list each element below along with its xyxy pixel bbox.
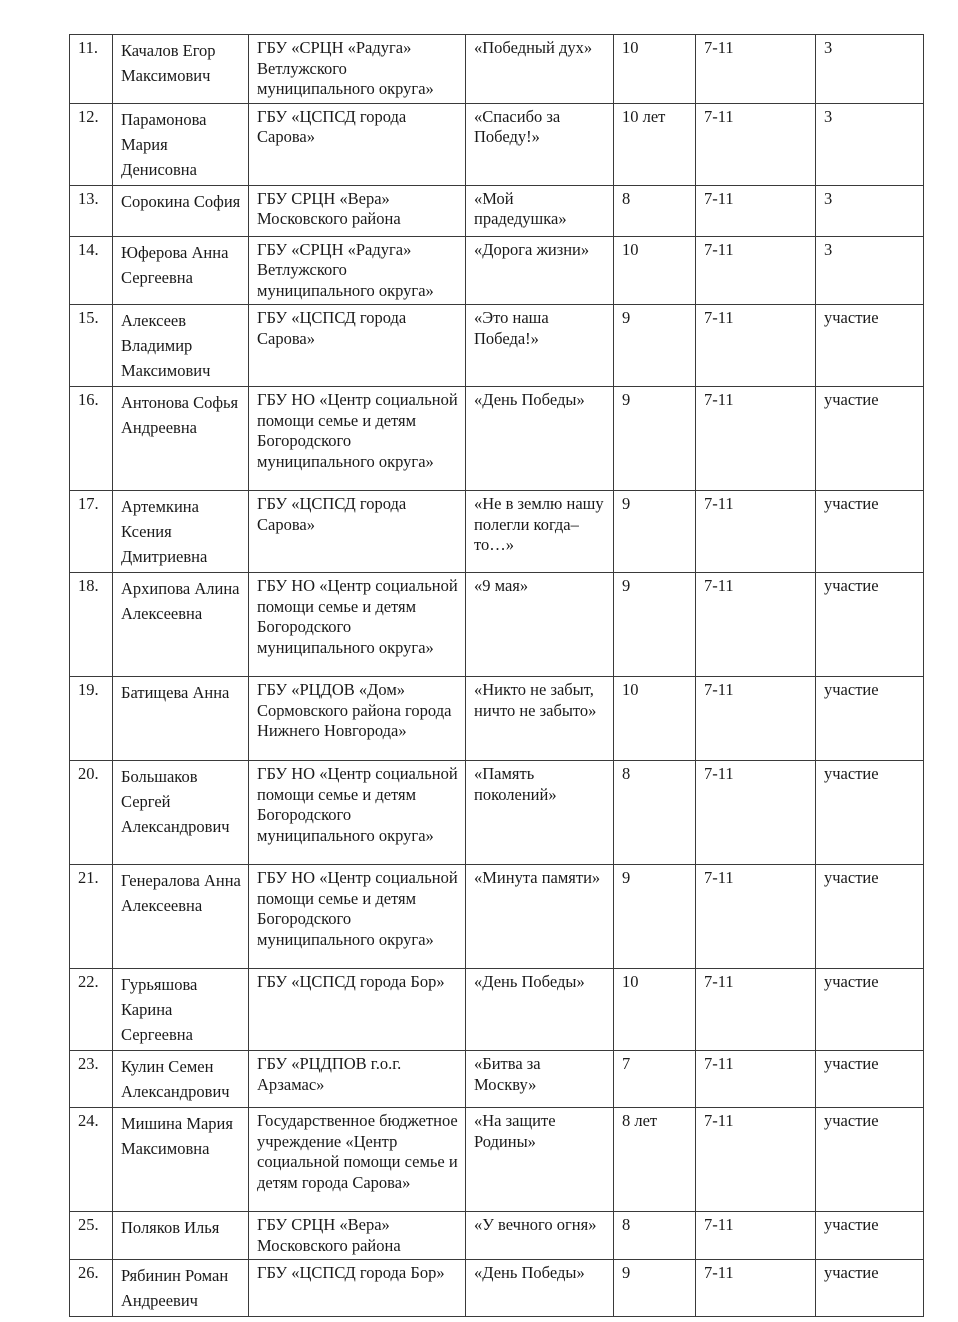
participants-table [69,34,924,1317]
work-title: «Не в землю нашу полегли когда–то…» [466,491,614,573]
age-group: 7-11 [696,387,816,491]
row-number: 18. [70,573,113,677]
participant-age: 8 [614,185,696,236]
table-row [70,387,924,491]
table-row [70,491,924,573]
participant-name: Алексеев Владимир Максимович [113,305,249,387]
work-title: «Спасибо за Победу!» [466,103,614,185]
table-row [70,1212,924,1260]
participant-age: 9 [614,387,696,491]
result-place: участие [816,1051,924,1108]
result-place: 3 [816,103,924,185]
result-place: 3 [816,185,924,236]
organization: Государственное бюджетное учреждение «Центр социальной помощи семье и детям города Сарова» [249,1108,466,1212]
age-group: 7-11 [696,1212,816,1260]
result-place: участие [816,969,924,1051]
participant-name: Мишина Мария Максимовна [113,1108,249,1212]
participant-age: 8 [614,761,696,865]
result-place: участие [816,761,924,865]
age-group: 7-11 [696,865,816,969]
table-row [70,1051,924,1108]
work-title: «День Победы» [466,387,614,491]
participant-age: 9 [614,305,696,387]
row-number: 12. [70,103,113,185]
work-title: «Победный дух» [466,35,614,104]
participant-age: 9 [614,1260,696,1317]
row-number: 25. [70,1212,113,1260]
row-number: 16. [70,387,113,491]
row-number: 24. [70,1108,113,1212]
organization: ГБУ «ЦСПСД города Бор» [249,969,466,1051]
result-place: участие [816,305,924,387]
work-title: «У вечного огня» [466,1212,614,1260]
work-title: «Мой прадедушка» [466,185,614,236]
table-row [70,103,924,185]
table-row [70,969,924,1051]
organization: ГБУ НО «Центр социальной помощи семье и детям Богородского муниципального округа» [249,865,466,969]
table-row [70,865,924,969]
participant-name: Поляков Илья [113,1212,249,1260]
participant-name: Качалов Егор Максимович [113,35,249,104]
participant-name: Генералова Анна Алексеевна [113,865,249,969]
row-number: 20. [70,761,113,865]
participant-age: 10 [614,35,696,104]
row-number: 26. [70,1260,113,1317]
result-place: участие [816,491,924,573]
participant-name: Батищева Анна [113,677,249,761]
result-place: участие [816,677,924,761]
row-number: 14. [70,236,113,305]
participant-name: Архипова Алина Алексеевна [113,573,249,677]
table-row [70,677,924,761]
participant-name: Рябинин Роман Андреевич [113,1260,249,1317]
participant-age: 10 [614,969,696,1051]
work-title: «Минута памяти» [466,865,614,969]
result-place: участие [816,1108,924,1212]
result-place: участие [816,1212,924,1260]
age-group: 7-11 [696,305,816,387]
organization: ГБУ «ЦСПСД города Сарова» [249,305,466,387]
table-row [70,1108,924,1212]
result-place: участие [816,387,924,491]
participant-age: 9 [614,865,696,969]
row-number: 15. [70,305,113,387]
table-row [70,236,924,305]
result-place: 3 [816,236,924,305]
participant-name: Антонова Софья Андреевна [113,387,249,491]
result-place: участие [816,573,924,677]
table-row [70,1260,924,1317]
work-title: «На защите Родины» [466,1108,614,1212]
work-title: «День Победы» [466,1260,614,1317]
participant-age: 10 [614,677,696,761]
participant-name: Сорокина София [113,185,249,236]
organization: ГБУ НО «Центр социальной помощи семье и детям Богородского муниципального округа» [249,761,466,865]
participant-name: Парамонова Мария Денисовна [113,103,249,185]
table-row [70,305,924,387]
age-group: 7-11 [696,677,816,761]
work-title: «День Победы» [466,969,614,1051]
organization: ГБУ «ЦСПСД города Сарова» [249,103,466,185]
row-number: 11. [70,35,113,104]
work-title: «Битва за Москву» [466,1051,614,1108]
participant-name: Артемкина Ксения Дмитриевна [113,491,249,573]
age-group: 7-11 [696,35,816,104]
age-group: 7-11 [696,573,816,677]
organization: ГБУ НО «Центр социальной помощи семье и детям Богородского муниципального округа» [249,387,466,491]
participant-age: 8 лет [614,1108,696,1212]
age-group: 7-11 [696,236,816,305]
table-row [70,761,924,865]
age-group: 7-11 [696,103,816,185]
work-title: «Это наша Победа!» [466,305,614,387]
age-group: 7-11 [696,491,816,573]
result-place: участие [816,1260,924,1317]
row-number: 23. [70,1051,113,1108]
organization: ГБУ СРЦН «Вера» Московского района [249,185,466,236]
participant-age: 7 [614,1051,696,1108]
participant-name: Гурьяшова Карина Сергеевна [113,969,249,1051]
age-group: 7-11 [696,1108,816,1212]
work-title: «Дорога жизни» [466,236,614,305]
age-group: 7-11 [696,761,816,865]
participant-age: 8 [614,1212,696,1260]
organization: ГБУ НО «Центр социальной помощи семье и детям Богородского муниципального округа» [249,573,466,677]
age-group: 7-11 [696,1051,816,1108]
organization: ГБУ «СРЦН «Радуга» Ветлужского муниципального округа» [249,236,466,305]
work-title: «Память поколений» [466,761,614,865]
participant-name: Большаков Сергей Александрович [113,761,249,865]
row-number: 13. [70,185,113,236]
row-number: 17. [70,491,113,573]
row-number: 21. [70,865,113,969]
participant-age: 9 [614,573,696,677]
row-number: 19. [70,677,113,761]
organization: ГБУ «ЦСПСД города Сарова» [249,491,466,573]
organization: ГБУ «РЦДОВ «Дом» Сормовского района города Нижнего Новгорода» [249,677,466,761]
age-group: 7-11 [696,969,816,1051]
row-number: 22. [70,969,113,1051]
organization: ГБУ «ЦСПСД города Бор» [249,1260,466,1317]
result-place: участие [816,865,924,969]
participant-age: 10 [614,236,696,305]
participant-age: 10 лет [614,103,696,185]
result-place: 3 [816,35,924,104]
age-group: 7-11 [696,185,816,236]
participant-age: 9 [614,491,696,573]
participant-name: Кулин Семен Александрович [113,1051,249,1108]
organization: ГБУ «РЦДПОВ г.о.г. Арзамас» [249,1051,466,1108]
work-title: «Никто не забыт, ничто не забыто» [466,677,614,761]
participant-name: Юферова Анна Сергеевна [113,236,249,305]
table-row [70,35,924,104]
table-row [70,573,924,677]
organization: ГБУ «СРЦН «Радуга» Ветлужского муниципального округа» [249,35,466,104]
table-row [70,185,924,236]
age-group: 7-11 [696,1260,816,1317]
organization: ГБУ СРЦН «Вера» Московского района [249,1212,466,1260]
work-title: «9 мая» [466,573,614,677]
